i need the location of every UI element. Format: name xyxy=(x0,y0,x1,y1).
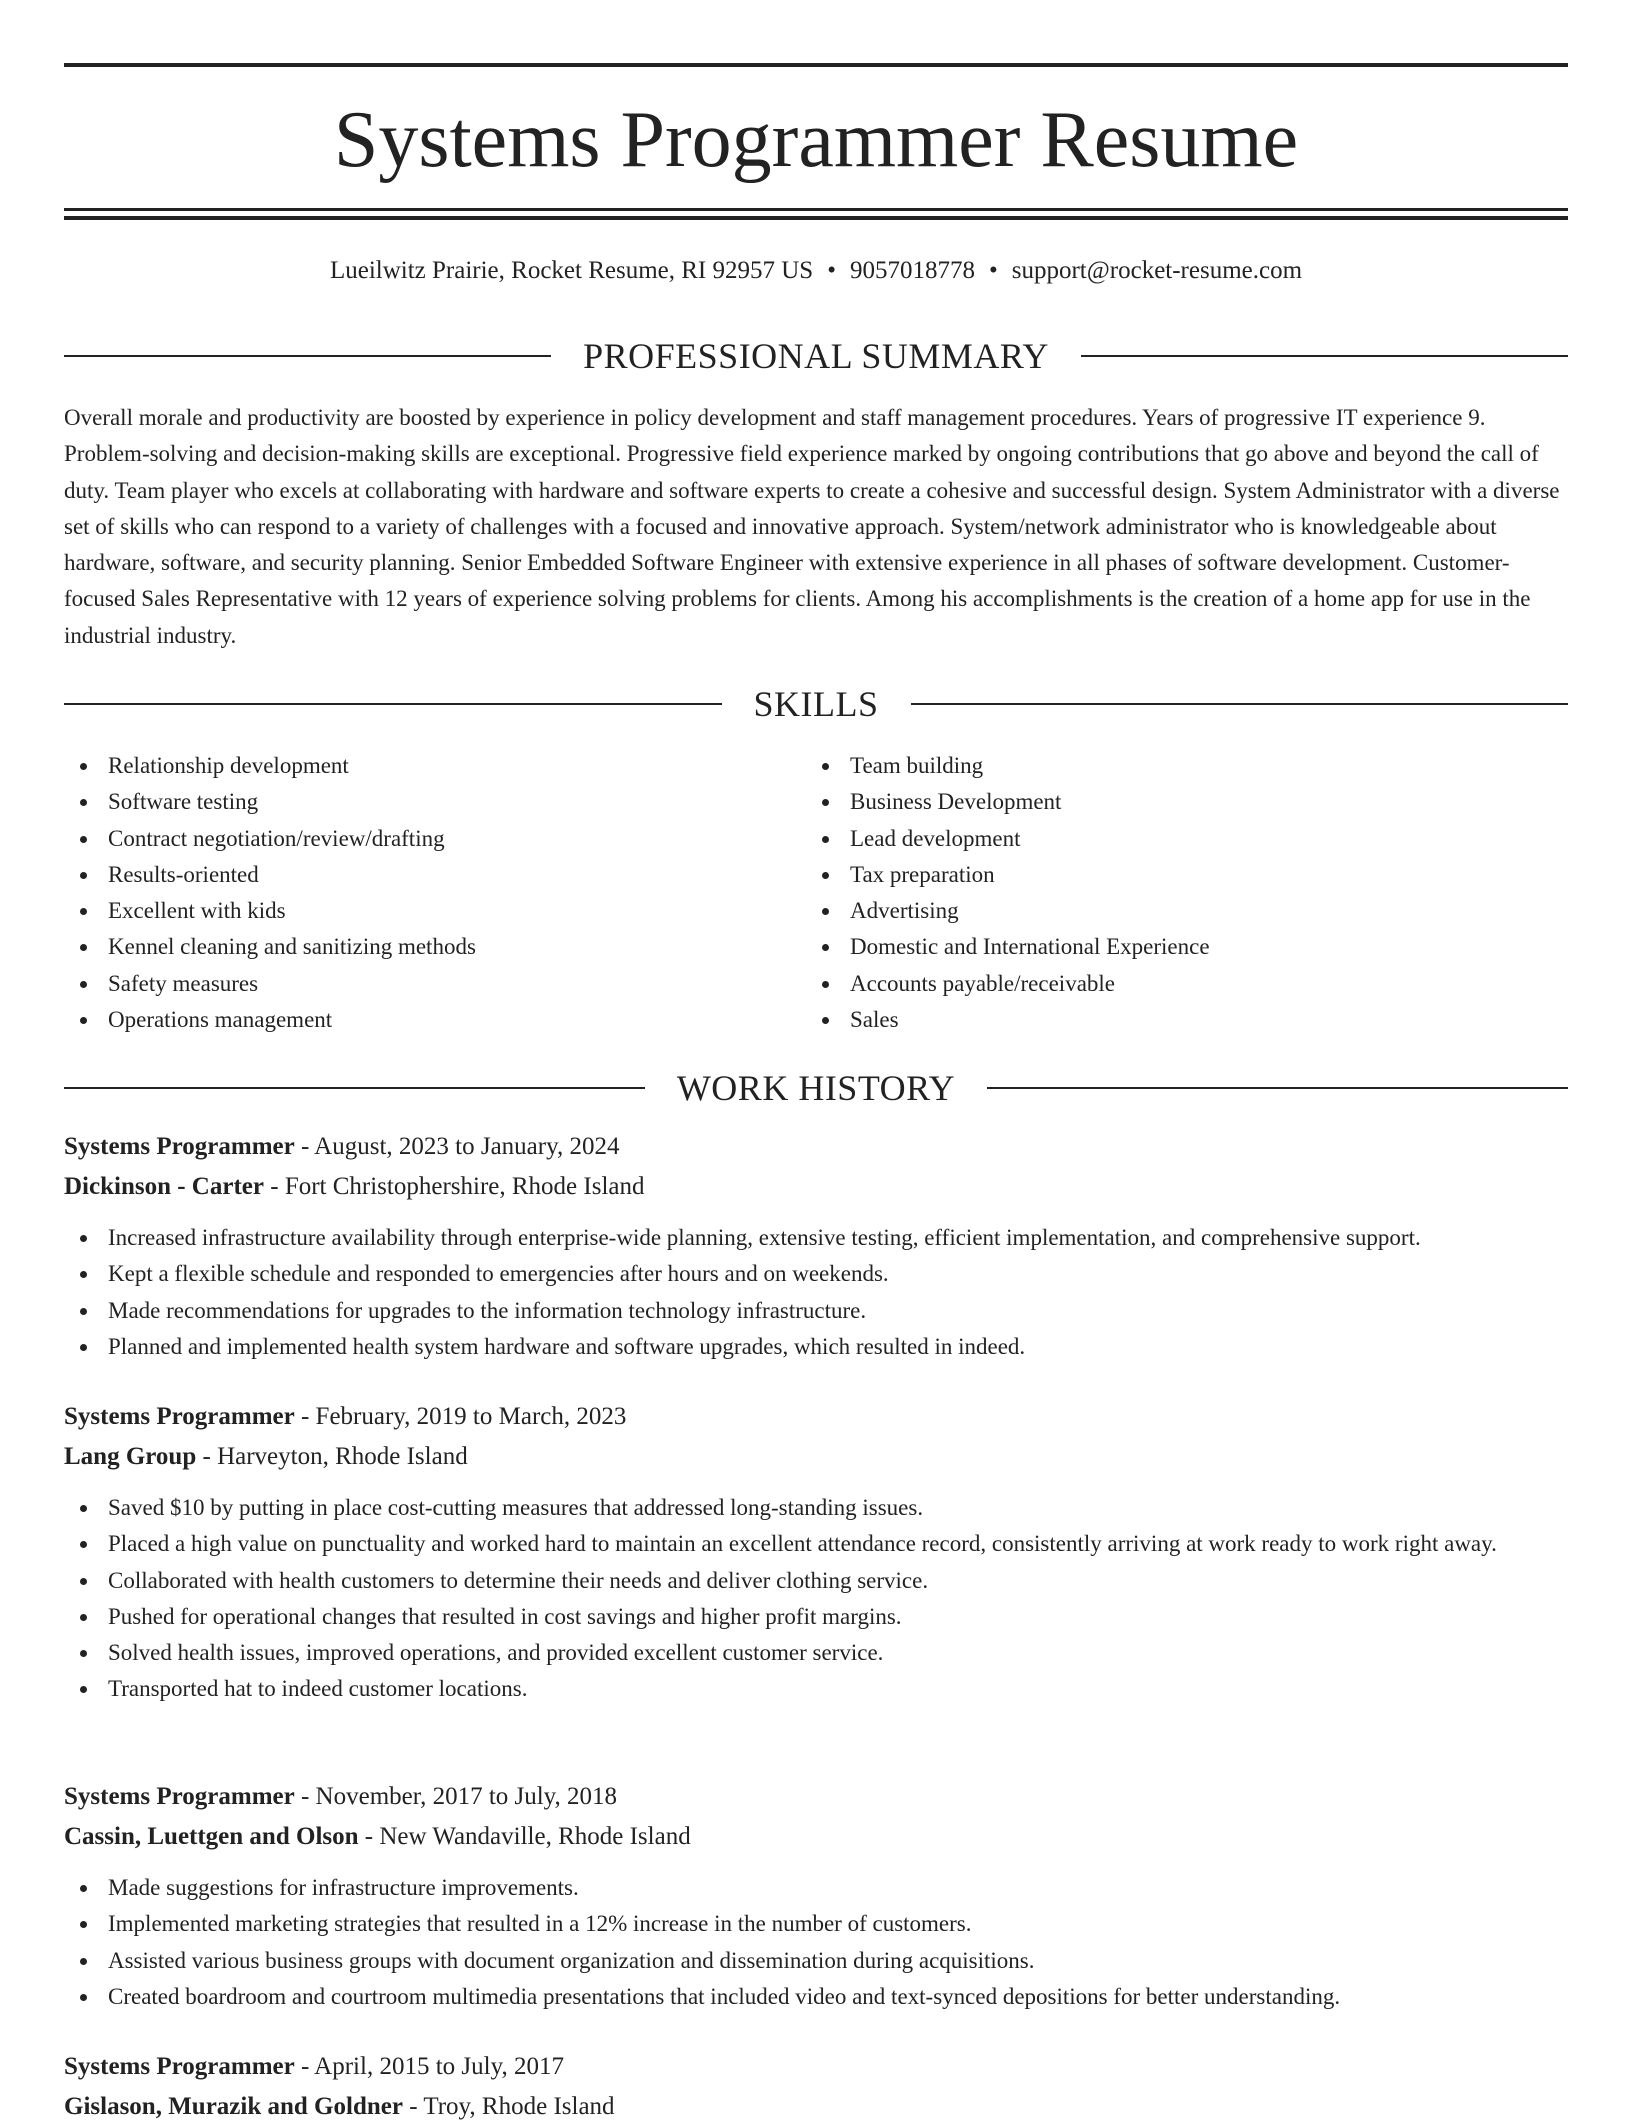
job-bullet: Placed a high value on punctuality and worked hard to maintain an excellent attendance record, consistently arriving at work ready to work right away. xyxy=(64,1526,1568,1562)
heading-rule-left xyxy=(64,355,551,357)
heading-rule-right xyxy=(911,703,1569,705)
contact-address: Lueilwitz Prairie, Rocket Resume, RI 92957 US xyxy=(329,257,814,284)
skill-item: Accounts payable/receivable xyxy=(806,966,1548,1002)
job-bullets xyxy=(64,1870,1568,2015)
job-title-line xyxy=(64,1398,1568,1436)
job-company: Dickinson - Carter xyxy=(64,1173,264,1200)
job-bullet: Saved $10 by putting in place cost-cutting measures that addressed long-standing issues. xyxy=(64,1490,1568,1526)
contact-email: support@rocket-resume.com xyxy=(1011,257,1303,284)
job-bullet: Solved health issues, improved operations, and provided excellent customer service. xyxy=(64,1635,1568,1671)
heading-rule-left xyxy=(64,1087,645,1089)
work-history-heading-label: WORK HISTORY xyxy=(676,1068,956,1108)
job-bullet: Transported hat to indeed customer locations. xyxy=(64,1671,1568,1707)
job-bullet: Collaborated with health customers to determine their needs and deliver clothing service. xyxy=(64,1563,1568,1599)
top-rule xyxy=(64,63,1568,67)
title-rule-lower xyxy=(64,216,1568,220)
job-separator: - xyxy=(402,2093,424,2120)
job-entry xyxy=(64,2048,1568,2126)
job-title: Systems Programmer xyxy=(64,1133,295,1160)
job-separator: - xyxy=(294,1403,316,1430)
job-bullet: Kept a flexible schedule and responded to emergencies after hours and on weekends. xyxy=(64,1256,1568,1292)
job-bullet: Implemented marketing strategies that resulted in a 12% increase in the number of customers. xyxy=(64,1906,1568,1942)
contact-phone: 9057018778 xyxy=(849,257,975,284)
job-bullet: Increased infrastructure availability through enterprise-wide planning, extensive testing, efficient implementation, and comprehensive support. xyxy=(64,1220,1568,1256)
skill-item: Software testing xyxy=(64,784,806,820)
job-bullet: Created boardroom and courtroom multimedia presentations that included video and text-synced depositions for better understanding. xyxy=(64,1979,1568,2015)
job-title: Systems Programmer xyxy=(64,2053,295,2080)
job-location: Fort Christophershire, Rhode Island xyxy=(284,1173,645,1200)
job-dates: August, 2023 to January, 2024 xyxy=(314,1133,620,1160)
skills-heading xyxy=(64,682,1568,726)
summary-heading-label: PROFESSIONAL SUMMARY xyxy=(583,336,1049,376)
job-company: Lang Group xyxy=(64,1443,197,1470)
skill-item: Team building xyxy=(806,748,1548,784)
summary-heading xyxy=(64,334,1568,378)
job-dates: November, 2017 to July, 2018 xyxy=(315,1783,618,1810)
contact-separator: • xyxy=(988,257,998,284)
job-entry xyxy=(64,1398,1568,1708)
job-entry xyxy=(64,1128,1568,1365)
job-company-line xyxy=(64,2088,1568,2126)
job-bullets xyxy=(64,1490,1568,1708)
job-company-line xyxy=(64,1818,1568,1856)
job-bullet: Assisted various business groups with document organization and dissemination during acquisitions. xyxy=(64,1943,1568,1979)
skills-columns xyxy=(64,748,1568,1038)
skill-item: Contract negotiation/review/drafting xyxy=(64,821,806,857)
heading-rule-right xyxy=(1081,355,1568,357)
job-bullets xyxy=(64,1220,1568,1365)
skill-item: Relationship development xyxy=(64,748,806,784)
heading-rule-right xyxy=(987,1087,1568,1089)
job-separator: - xyxy=(294,1783,316,1810)
job-bullet: Planned and implemented health system hardware and software upgrades, which resulted in indeed. xyxy=(64,1329,1568,1365)
job-separator: - xyxy=(196,1443,218,1470)
job-separator: - xyxy=(358,1823,380,1850)
skill-item: Results-oriented xyxy=(64,857,806,893)
job-location: Troy, Rhode Island xyxy=(423,2093,615,2120)
job-title-line xyxy=(64,1128,1568,1166)
job-title-line xyxy=(64,1778,1568,1816)
skill-item: Sales xyxy=(806,1002,1548,1038)
job-company: Gislason, Murazik and Goldner xyxy=(64,2093,403,2120)
job-company-line xyxy=(64,1168,1568,1206)
skill-item: Safety measures xyxy=(64,966,806,1002)
skill-item: Lead development xyxy=(806,821,1548,857)
skill-item: Business Development xyxy=(806,784,1548,820)
job-company-line xyxy=(64,1438,1568,1476)
job-separator: - xyxy=(294,2053,315,2080)
skills-list-right xyxy=(806,748,1548,1038)
job-dates: April, 2015 to July, 2017 xyxy=(314,2053,564,2080)
skill-item: Excellent with kids xyxy=(64,893,806,929)
heading-rule-left xyxy=(64,703,722,705)
job-title: Systems Programmer xyxy=(64,1403,295,1430)
job-title: Systems Programmer xyxy=(64,1783,295,1810)
job-entry xyxy=(64,1778,1568,2015)
page-title: Systems Programmer Resume xyxy=(333,96,1299,184)
skill-item: Advertising xyxy=(806,893,1548,929)
title-rule-upper xyxy=(64,208,1568,211)
skill-item: Tax preparation xyxy=(806,857,1548,893)
job-location: Harveyton, Rhode Island xyxy=(217,1443,468,1470)
job-separator: - xyxy=(263,1173,285,1200)
contact-line xyxy=(64,254,1568,288)
job-bullet: Made recommendations for upgrades to the information technology infrastructure. xyxy=(64,1293,1568,1329)
work-history-heading xyxy=(64,1066,1568,1110)
skill-item: Operations management xyxy=(64,1002,806,1038)
skill-item: Kennel cleaning and sanitizing methods xyxy=(64,929,806,965)
job-title-line xyxy=(64,2048,1568,2086)
job-location: New Wandaville, Rhode Island xyxy=(379,1823,691,1850)
job-separator: - xyxy=(294,1133,315,1160)
contact-separator: • xyxy=(827,257,836,284)
job-bullet: Made suggestions for infrastructure improvements. xyxy=(64,1870,1568,1906)
job-bullet: Pushed for operational changes that resulted in cost savings and higher profit margins. xyxy=(64,1599,1568,1635)
job-dates: February, 2019 to March, 2023 xyxy=(315,1403,627,1430)
summary-text: Overall morale and productivity are boosted by experience in policy development and staff management procedures. Years of progressive IT experience 9. Problem-solving and decision-making skills are exceptional. Progressive field experience marked by ongoing contributions that go above and beyond the call of duty. Team player who excels at collaborating with hardware and software experts to create a cohesive and successful design. System Administrator with a diverse set of skills who can respond to a variety of challenges with a focused and innovative approach. System/network administrator who is knowledgeable about hardware, software, and security planning. Senior Embedded Software Engineer with extensive experience in all phases of software development. Customer-focused Sales Representative with 12 years of experience solving problems for clients. Among his accomplishments is the creation of a home app for use in the industrial industry. xyxy=(64,405,1560,648)
skills-list-left xyxy=(64,748,806,1038)
skill-item: Domestic and International Experience xyxy=(806,929,1548,965)
skills-heading-label: SKILLS xyxy=(753,684,879,724)
job-company: Cassin, Luettgen and Olson xyxy=(64,1823,359,1850)
